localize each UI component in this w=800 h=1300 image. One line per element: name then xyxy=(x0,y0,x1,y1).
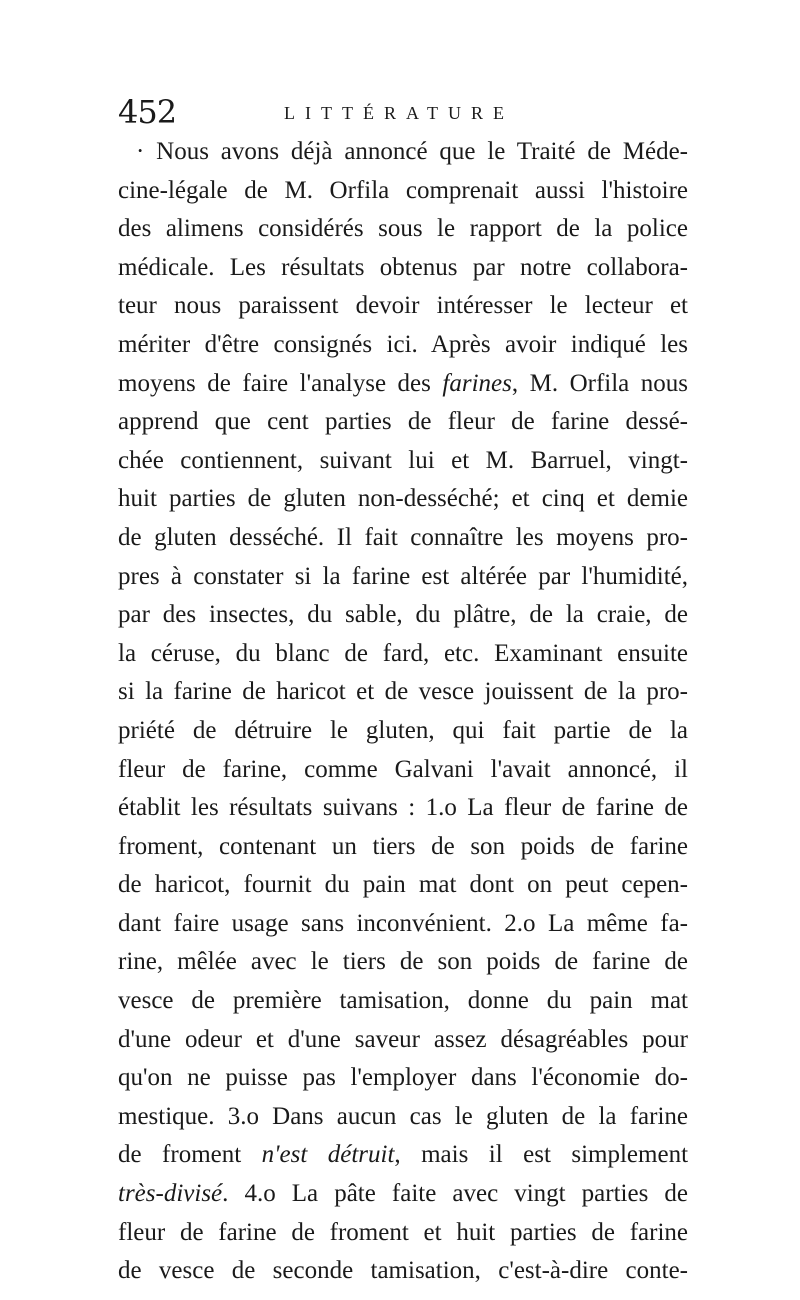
text-line: · Nous avons déjà annoncé que le Traité de Méde- xyxy=(136,138,688,165)
text-line: cine-légale de M. Orfila comprenait aussi l'histoire xyxy=(118,176,688,204)
body-text xyxy=(118,133,688,1291)
text-line: par des insectes, du sable, du plâtre, de la craie, de xyxy=(118,601,688,629)
text-line: teur nous paraissent devoir intéresser le lecteur et xyxy=(118,292,688,320)
text-line: dant faire usage sans inconvénient. 2.o La même fa- xyxy=(118,909,688,937)
text-line: fleur de farine, comme Galvani l'avait annoncé, il xyxy=(118,755,688,783)
page-number: 452 xyxy=(118,93,177,131)
text-line: de froment n'est détruit, mais il est simplement xyxy=(118,1141,689,1169)
text-line: priété de détruire le gluten, qui fait partie de la xyxy=(118,716,688,744)
text-line: très-divisé. 4.o La pâte faite avec vingt parties de xyxy=(118,1180,688,1208)
text-line: des alimens considérés sous le rapport de la police xyxy=(118,215,688,243)
text-line: fleur de farine de froment et huit parties de farine xyxy=(118,1218,688,1246)
text-line: chée contiennent, suivant lui et M. Barruel, vingt- xyxy=(118,446,688,474)
text-line: vesce de première tamisation, donne du pain mat xyxy=(118,987,688,1015)
italic-emphasis: n'est détruit xyxy=(261,1141,395,1169)
text-line: établit les résultats suivans : 1.o La fleur de farine de xyxy=(118,794,688,822)
text-line: froment, contenant un tiers de son poids de farine xyxy=(118,832,688,860)
text-line: si la farine de haricot et de vesce jouissent de la pro- xyxy=(118,678,688,706)
text-line: mériter d'être consignés ici. Après avoir indiqué les xyxy=(118,330,688,358)
text-line: rine, mêlée avec le tiers de son poids de farine de xyxy=(118,948,688,976)
section-title: LITTÉRATURE xyxy=(284,103,514,123)
text-line: apprend que cent parties de fleur de farine dessé- xyxy=(118,408,688,436)
text-line: de haricot, fournit du pain mat dont on peut cepen- xyxy=(118,871,688,899)
italic-emphasis: farines xyxy=(442,369,512,397)
text-line: pres à constater si la farine est altérée par l'humidité, xyxy=(118,562,688,590)
text-line: mestique. 3.o Dans aucun cas le gluten de la farine xyxy=(118,1102,688,1130)
running-head xyxy=(118,92,688,132)
text-line: huit parties de gluten non-desséché; et cinq et demie xyxy=(118,485,688,513)
text-line: de vesce de seconde tamisation, c'est-à-dire conte- xyxy=(118,1257,688,1285)
italic-emphasis: très-divisé xyxy=(118,1180,223,1208)
text-line: d'une odeur et d'une saveur assez désagréables pour xyxy=(118,1025,688,1053)
text-line: de gluten desséché. Il fait connaître les moyens pro- xyxy=(118,523,688,551)
text-line: qu'on ne puisse pas l'employer dans l'économie do- xyxy=(118,1064,688,1092)
text-line: médicale. Les résultats obtenus par notre collabora- xyxy=(118,253,688,281)
text-line: moyens de faire l'analyse des farines, M. Orfila nous xyxy=(118,369,688,397)
text-line: la céruse, du blanc de fard, etc. Examinant ensuite xyxy=(118,639,688,667)
